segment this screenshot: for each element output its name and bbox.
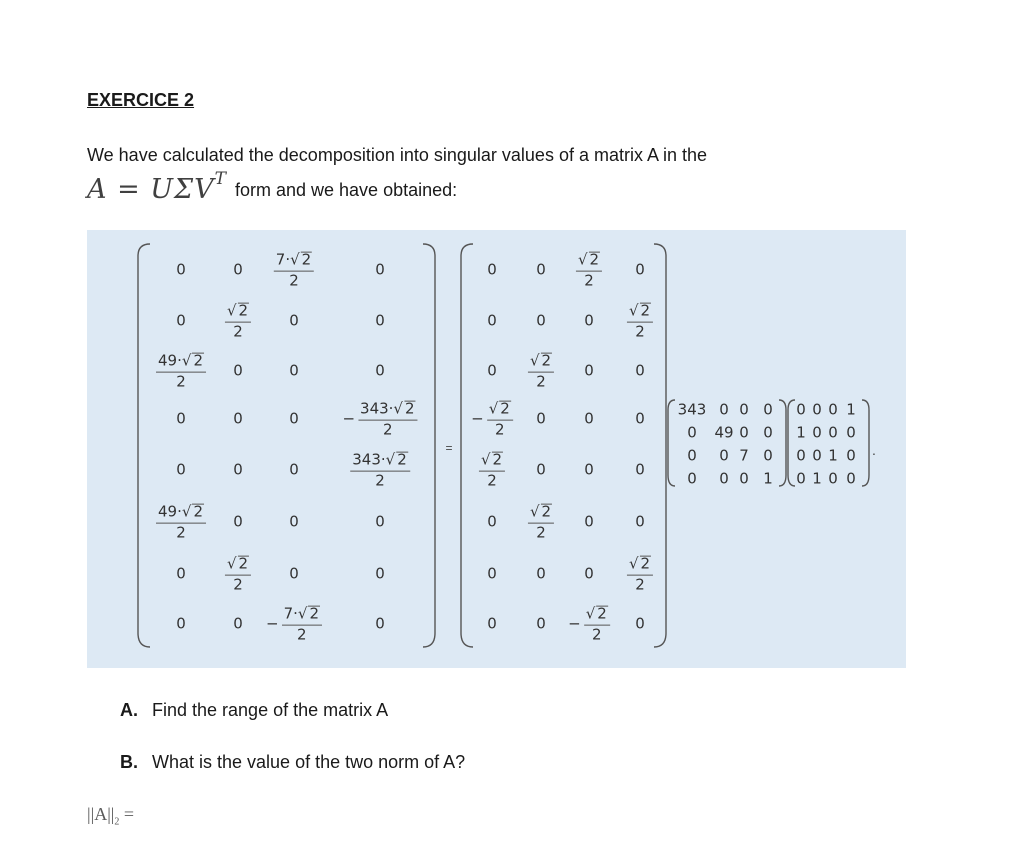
matrix-vt-cell: 0 <box>846 446 856 465</box>
matrix-sigma-cell: 0 <box>687 446 697 465</box>
matrix-a-cell: 0 <box>176 564 186 583</box>
matrix-a-cell: 0 <box>233 361 243 380</box>
matrix-u-cell: 0 <box>584 361 594 380</box>
math-panel <box>87 230 906 668</box>
norm-symbol: ||A|| <box>87 804 115 824</box>
matrix-u-cell: 0 <box>635 614 645 633</box>
matrix-u-cell: 0 <box>536 311 546 330</box>
matrix-vt-cell: 0 <box>796 446 806 465</box>
question-b-text: What is the value of the two norm of A? <box>152 752 466 772</box>
trailing-period: . <box>872 442 876 458</box>
matrix-a-cell: 0 <box>233 512 243 531</box>
matrix-a-cell: 0 <box>375 311 385 330</box>
matrix-u-cell: √ 2 2 <box>576 252 602 289</box>
intro-formula-line <box>87 168 457 204</box>
norm-equals: = <box>119 804 135 824</box>
equals-sign: = <box>445 441 453 455</box>
matrix-vt-cell: 0 <box>846 469 856 488</box>
matrix-sigma-cell: 7 <box>739 446 749 465</box>
matrix-vt-cell: 0 <box>828 400 838 419</box>
matrix-vt-cell: 0 <box>846 423 856 442</box>
matrix-u-cell: 0 <box>584 311 594 330</box>
matrix-a-cell: 49·√ 2 2 <box>156 504 206 541</box>
matrix-u-cell: 0 <box>635 460 645 479</box>
matrix-u-cell: 0 <box>536 409 546 428</box>
matrix-sigma-cell: 343 <box>677 400 707 419</box>
matrix-u-cell: 0 <box>536 564 546 583</box>
matrix-u-cell: √ 2 2 <box>479 452 505 489</box>
matrix-vt-cell: 0 <box>796 469 806 488</box>
matrix-vt-right-bracket <box>862 400 869 486</box>
matrix-sigma-cell: 0 <box>719 446 729 465</box>
matrix-vt-cell: 1 <box>846 400 856 419</box>
matrix-u-cell: 0 <box>487 311 497 330</box>
matrix-sigma-cell: 49 <box>714 423 734 442</box>
matrix-sigma-cell: 0 <box>719 469 729 488</box>
matrix-vt-cell: 0 <box>812 423 822 442</box>
matrix-u-cell: 0 <box>536 614 546 633</box>
matrix-a-cell: √ 2 2 <box>225 556 251 593</box>
matrix-u-cell: 0 <box>487 614 497 633</box>
matrix-a-cell: 0 <box>233 614 243 633</box>
matrix-vt-cell: 0 <box>828 469 838 488</box>
matrix-u-cell: 0 <box>487 564 497 583</box>
matrix-brackets <box>87 230 906 668</box>
matrix-u-cell: 0 <box>584 409 594 428</box>
matrix-a-cell: 0 <box>176 311 186 330</box>
matrix-u-cell: 0 <box>635 361 645 380</box>
matrix-u-cell: 0 <box>584 564 594 583</box>
matrix-a-cell: 0 <box>375 361 385 380</box>
matrix-a-cell: 0 <box>289 311 299 330</box>
matrix-a-cell: 0 <box>289 361 299 380</box>
matrix-u-cell: 0 <box>635 260 645 279</box>
matrix-sigma-left-bracket <box>668 400 675 486</box>
matrix-a-cell: 0 <box>289 460 299 479</box>
matrix-vt-cell: 0 <box>812 446 822 465</box>
matrix-u-cell: √ 2 2 <box>528 504 554 541</box>
matrix-a-cell: 0 <box>289 512 299 531</box>
matrix-a-cell: 0 <box>375 512 385 531</box>
matrix-a-cell: 0 <box>176 260 186 279</box>
matrix-sigma-cell: 0 <box>687 469 697 488</box>
matrix-a-cell: 0 <box>176 409 186 428</box>
matrix-u-cell: √ 2 2 <box>627 556 653 593</box>
matrix-vt-cell: 1 <box>796 423 806 442</box>
matrix-u-left-bracket <box>461 244 473 647</box>
matrix-sigma-cell: 0 <box>763 400 773 419</box>
matrix-a-cell: 0 <box>176 614 186 633</box>
matrix-a-cell: 7·√ 2 2 <box>274 252 314 289</box>
question-a-label: A. <box>120 700 138 720</box>
matrix-u-cell: 0 <box>487 361 497 380</box>
matrix-sigma-cell: 0 <box>763 446 773 465</box>
matrix-u-cell: √ 2 2 <box>528 353 554 390</box>
intro-text-rest: form and we have obtained: <box>234 180 458 200</box>
question-b <box>120 752 465 773</box>
matrix-vt-cell: 0 <box>828 423 838 442</box>
answer-norm-field <box>87 804 134 828</box>
question-a-text: Find the range of the matrix A <box>152 700 389 720</box>
matrix-sigma-cell: 0 <box>739 400 749 419</box>
matrix-sigma-cell: 0 <box>739 423 749 442</box>
matrix-sigma-cell: 1 <box>763 469 773 488</box>
matrix-a-cell: 0 <box>375 614 385 633</box>
matrix-u-cell: 0 <box>584 512 594 531</box>
matrix-a-cell: 0 <box>233 409 243 428</box>
matrix-a-cell: √ 2 2 <box>225 303 251 340</box>
svd-formula-base: A = UΣV <box>87 174 215 205</box>
matrix-a-cell: 0 <box>233 460 243 479</box>
matrix-u-cell: 0 <box>487 512 497 531</box>
matrix-vt-cell: 1 <box>812 469 822 488</box>
matrix-a-cell: 0 <box>289 564 299 583</box>
matrix-a-left-bracket <box>138 244 150 647</box>
question-a <box>120 700 388 721</box>
matrix-u-cell: 0 <box>536 260 546 279</box>
matrix-a-cell: 343·√ 2 2 <box>350 452 410 489</box>
exercise-heading: EXERCICE 2 <box>87 90 195 110</box>
norm-subscript: 2 <box>114 816 120 828</box>
matrix-a-right-bracket <box>423 244 435 647</box>
matrix-a-cell: 0 <box>233 260 243 279</box>
question-b-label: B. <box>120 752 138 772</box>
intro-text: We have calculated the decomposition into singular values of a matrix A in the <box>87 145 708 165</box>
matrix-sigma-right-bracket <box>779 400 786 486</box>
matrix-u-cell: − $\frac{√ 2}{2}$ <box>471 401 513 438</box>
matrix-sigma-cell: 0 <box>719 400 729 419</box>
matrix-vt-cell: 0 <box>796 400 806 419</box>
matrix-u-right-bracket <box>654 244 666 647</box>
matrix-a-cell: 0 <box>176 460 186 479</box>
svd-formula-transpose: T <box>214 169 227 189</box>
matrix-a-cell: − $\frac{343\cdot√ 2}{2}$ <box>342 401 417 438</box>
svd-formula <box>87 169 227 204</box>
matrix-a-cell: 49·√ 2 2 <box>156 353 206 390</box>
matrix-sigma-cell: 0 <box>687 423 697 442</box>
matrix-u-cell: − $\frac{√ 2}{2}$ <box>568 606 610 643</box>
matrix-sigma-cell: 0 <box>739 469 749 488</box>
matrix-a-cell: 0 <box>289 409 299 428</box>
matrix-vt-left-bracket <box>788 400 795 486</box>
matrix-u-cell: √ 2 2 <box>627 303 653 340</box>
matrix-u-cell: 0 <box>536 460 546 479</box>
matrix-u-cell: 0 <box>584 460 594 479</box>
matrix-vt-cell: 0 <box>812 400 822 419</box>
matrix-a-cell: − $\frac{7\cdot√ 2}{2}$ <box>266 606 322 643</box>
matrix-sigma-cell: 0 <box>763 423 773 442</box>
matrix-u-cell: 0 <box>635 409 645 428</box>
matrix-vt-cell: 1 <box>828 446 838 465</box>
matrix-u-cell: 0 <box>487 260 497 279</box>
matrix-u-cell: 0 <box>635 512 645 531</box>
matrix-a-cell: 0 <box>375 260 385 279</box>
matrix-a-cell: 0 <box>375 564 385 583</box>
